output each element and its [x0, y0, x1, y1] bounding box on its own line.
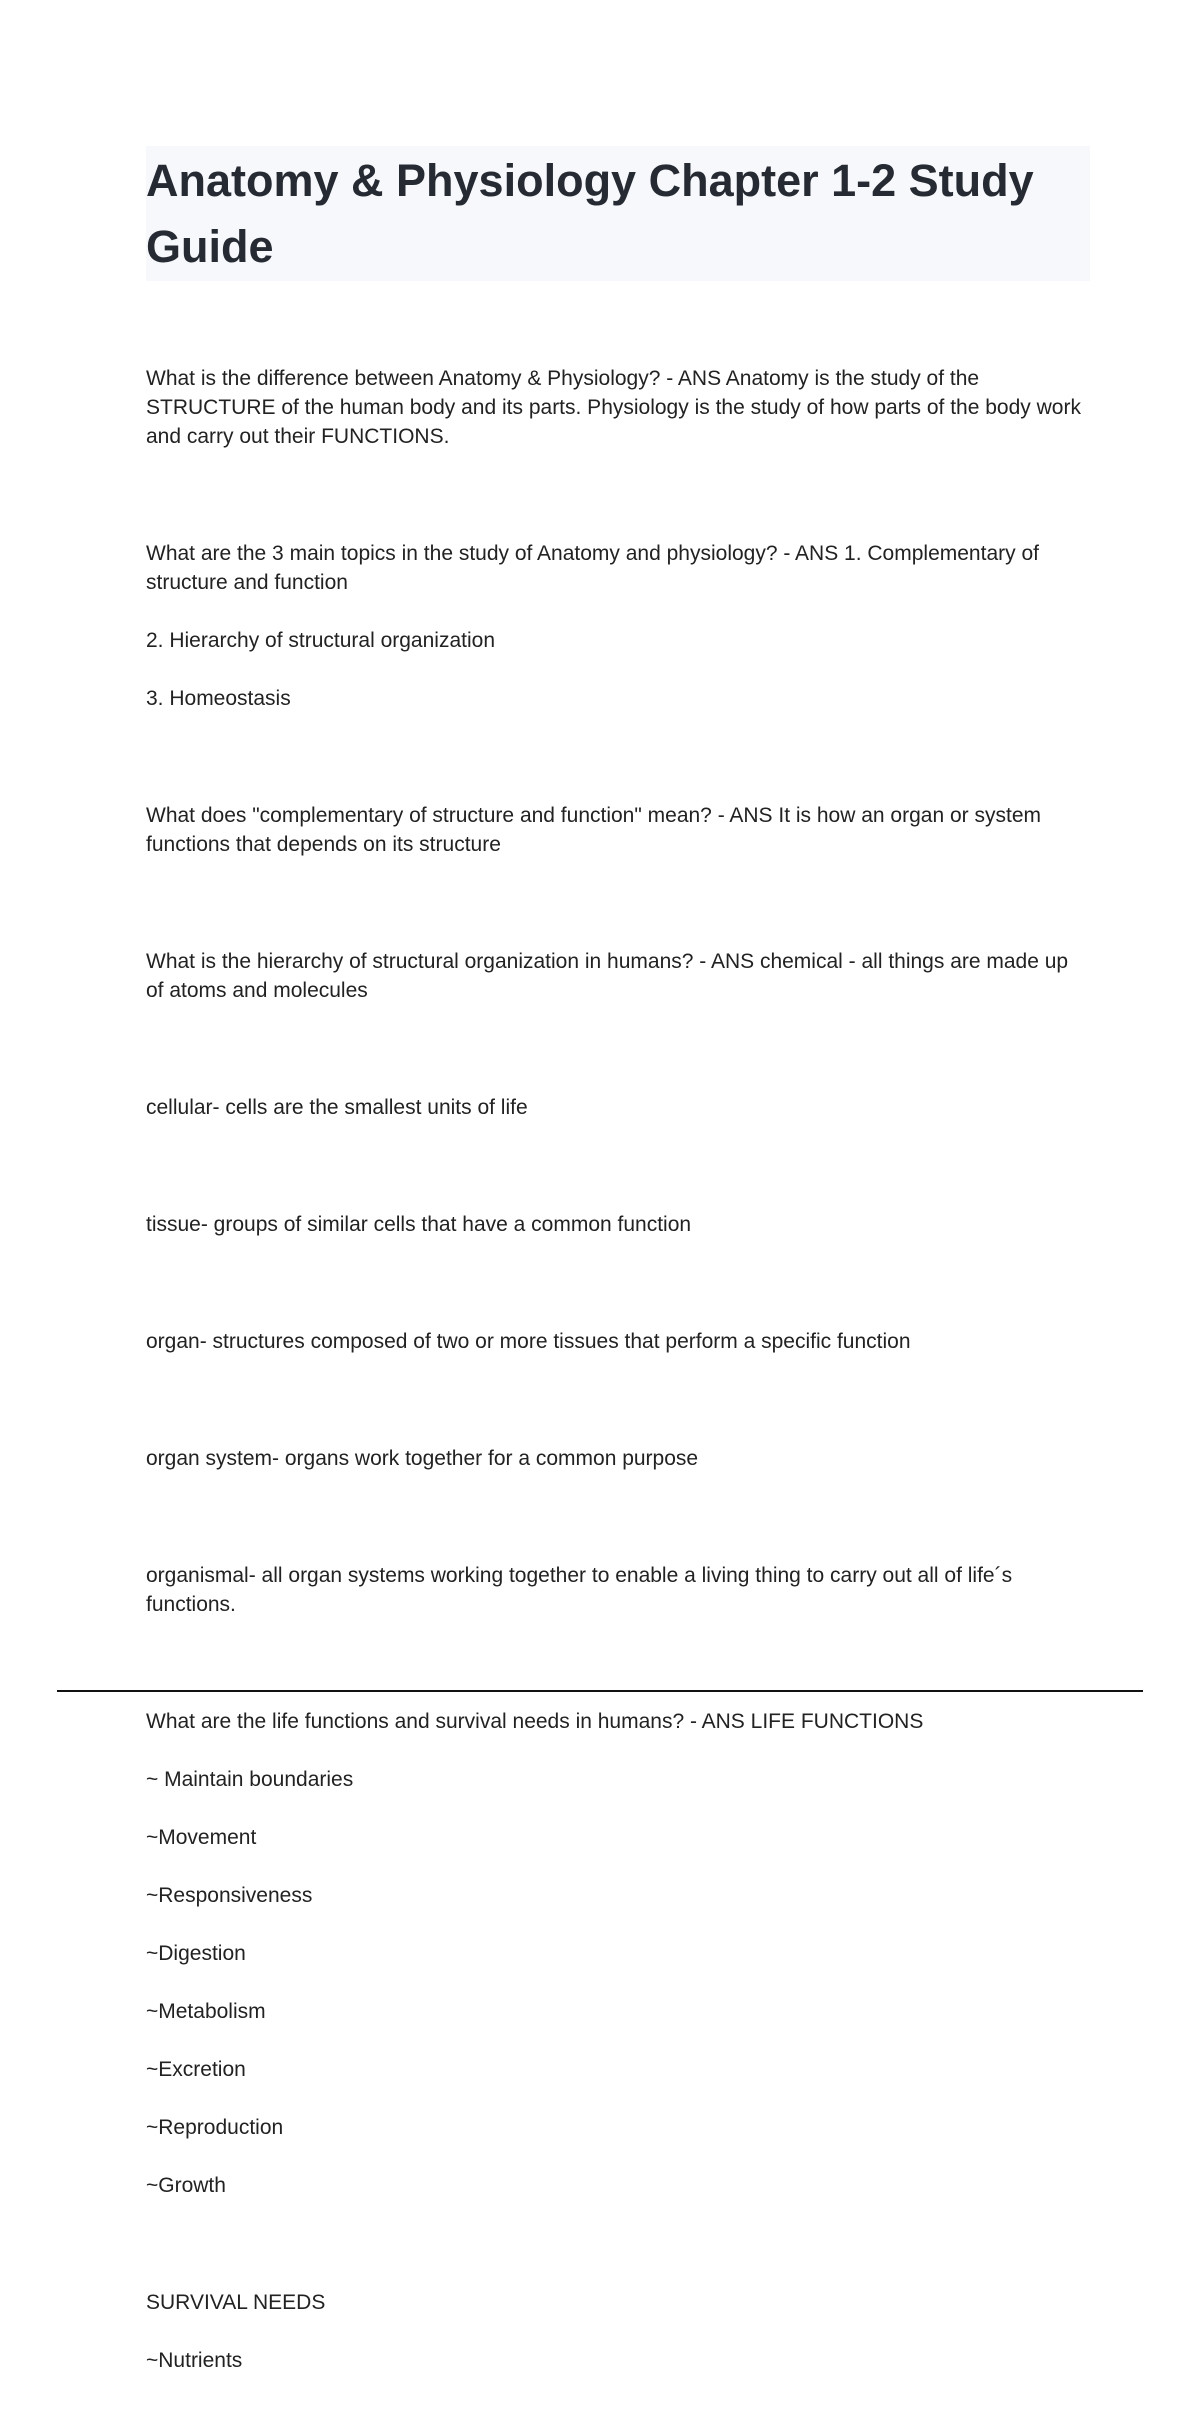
- qa-paragraph: [146, 772, 1086, 888]
- qa-paragraph: [146, 1678, 1086, 2229]
- paragraph-line: organ- structures composed of two or more tissues that perform a specific function: [146, 1330, 911, 1353]
- list-item: ~Excretion: [146, 2058, 246, 2081]
- list-item: ~Digestion: [146, 1942, 246, 1965]
- list-item: ~Responsiveness: [146, 1884, 313, 1907]
- paragraph-line: tissue- groups of similar cells that have a common function: [146, 1213, 692, 1236]
- qa-paragraph: [146, 510, 1086, 742]
- title-banner: [146, 146, 1090, 281]
- list-item: ~Metabolism: [146, 2000, 266, 2023]
- study-guide-content: [146, 335, 1086, 2434]
- paragraph-line: 3. Homeostasis: [146, 687, 291, 710]
- list-item: ~Reproduction: [146, 2116, 284, 2139]
- paragraph-line: What are the life functions and survival needs in humans? - ANS LIFE FUNCTIONS: [146, 1710, 924, 1733]
- list-item: ~Movement: [146, 1826, 257, 1849]
- paragraph-line: organismal- all organ systems working together to enable a living thing to carry out all of life´s functions.: [146, 1564, 1013, 1616]
- qa-paragraph: [146, 1532, 1086, 1648]
- qa-paragraph: [146, 2259, 1086, 2404]
- paragraph-line: What are the 3 main topics in the study of Anatomy and physiology? - ANS 1. Complementary of structure and function: [146, 542, 1039, 594]
- paragraph-line: 2. Hierarchy of structural organization: [146, 629, 495, 652]
- qa-paragraph: [146, 1415, 1086, 1502]
- paragraph-line: cellular- cells are the smallest units of life: [146, 1096, 528, 1119]
- list-item: ~Growth: [146, 2174, 226, 2197]
- section-heading: SURVIVAL NEEDS: [146, 2291, 326, 2314]
- paragraph-line: What does "complementary of structure and function" mean? - ANS It is how an organ or system functions that depends on its structure: [146, 804, 1041, 856]
- qa-paragraph: [146, 1298, 1086, 1385]
- paragraph-line: What is the hierarchy of structural organization in humans? - ANS chemical - all things are made up of atoms and molecules: [146, 950, 1069, 1002]
- qa-paragraph: [146, 1064, 1086, 1151]
- qa-paragraph: [146, 335, 1086, 480]
- page-bottom-divider: [57, 1690, 1143, 1692]
- qa-paragraph: [146, 1181, 1086, 1268]
- paragraph-line: What is the difference between Anatomy & Physiology? - ANS Anatomy is the study of the STRUCTURE of the human body and its parts. Physiology is the study of how parts of the body work and carry out their FUNCTIONS.: [146, 367, 1081, 448]
- page-title: Anatomy & Physiology Chapter 1-2 Study Guide: [146, 155, 1034, 272]
- qa-paragraph: [146, 918, 1086, 1034]
- paragraph-line: organ system- organs work together for a common purpose: [146, 1447, 699, 1470]
- list-item: ~Nutrients: [146, 2349, 243, 2372]
- list-item: ~ Maintain boundaries: [146, 1768, 354, 1791]
